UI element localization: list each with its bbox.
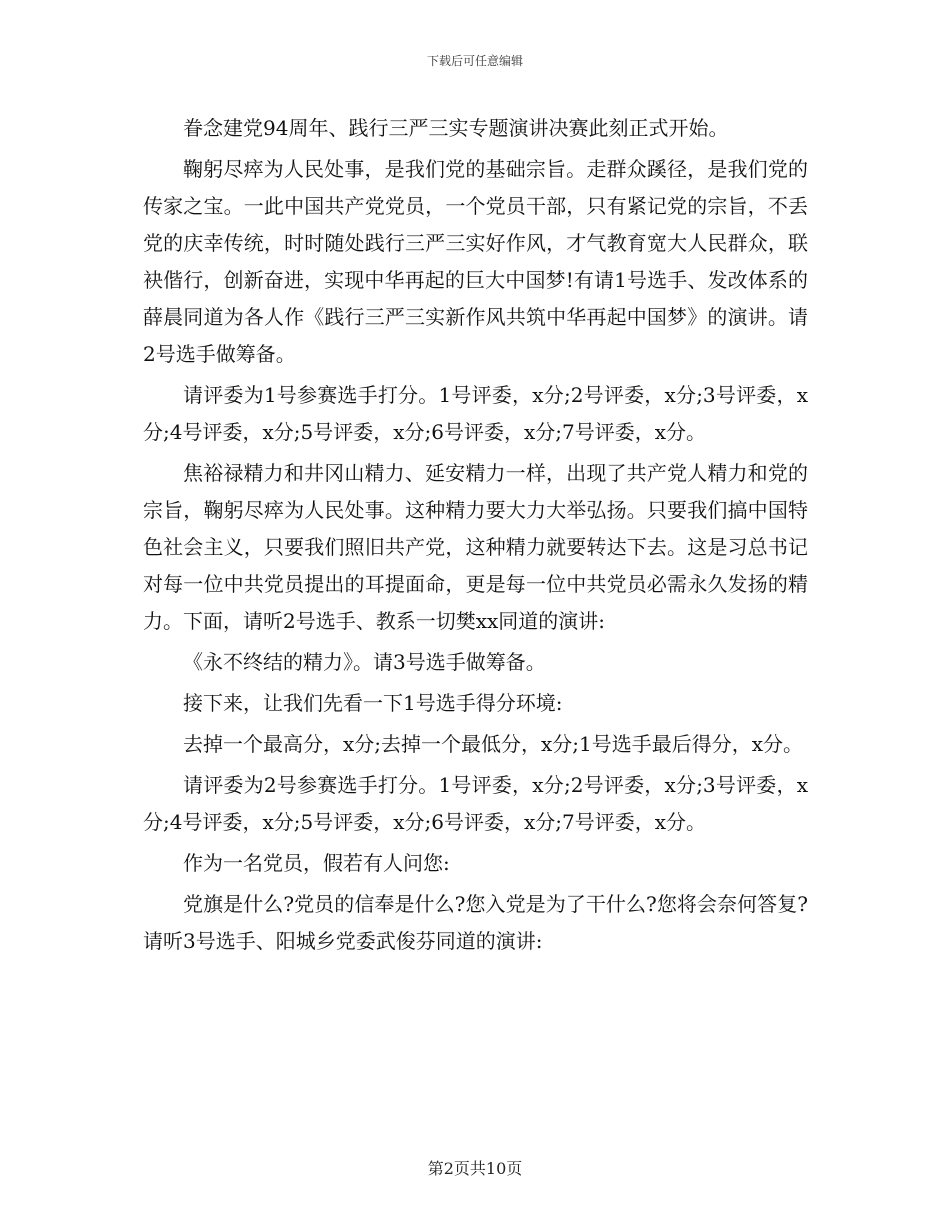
paragraph: 焦裕禄精力和井冈山精力、延安精力一样，出现了共产党人精力和党的宗旨，鞠躬尽瘁为人民处事。这种精力要大力大举弘扬。只要我们搞中国特色社会主义，只要我们照旧共产党，这种精力就要转达下去。这是习总书记对每一位中共党员提出的耳提面命，更是每一位中共党员必需永久发扬的精力。下面，请听2号选手、教系一切樊xx同道的演讲: xyxy=(143,461,808,633)
paragraph: 眷念建党94周年、践行三严三实专题演讲决赛此刻正式开始。 xyxy=(183,116,729,140)
paragraph: 作为一名党员，假若有人问您: xyxy=(183,851,450,875)
paragraph: 鞠躬尽瘁为人民处事，是我们党的基础宗旨。走群众蹊径，是我们党的传家之宝。一此中国共产党党员，一个党员干部，只有紧记党的宗旨，不丢党的庆幸传统，时时随处践行三严三实好作风，才气教育宽大人民群众，联袂偕行，创新奋进，实现中华再起的巨大中国梦!有请1号选手、发改体系的薛晨同道为各人作《践行三严三实新作风共筑中华再起中国梦》的演讲。请2号选手做筹备。 xyxy=(143,157,808,366)
document-body xyxy=(143,110,808,964)
paragraph: 党旗是什么?党员的信奉是什么?您入党是为了干什么?您将会奈何答复?请听3号选手、阳城乡党委武俊芬同道的演讲: xyxy=(143,892,808,953)
paragraph: 《永不终结的精力》。请3号选手做筹备。 xyxy=(183,650,546,674)
header-note: 下载后可任意编辑 xyxy=(426,54,523,68)
paragraph: 请评委为2号参赛选手打分。1号评委，x分;2号评委，x分;3号评委，x分;4号评委，x分;5号评委，x分;6号评委，x分;7号评委，x分。 xyxy=(143,773,808,834)
page-number: 第2页共10页 xyxy=(427,1159,523,1178)
paragraph: 请评委为1号参赛选手打分。1号评委，x分;2号评委，x分;3号评委，x分;4号评委，x分;5号评委，x分;6号评委，x分;7号评委，x分。 xyxy=(143,383,808,444)
paragraph: 接下来，让我们先看一下1号选手得分环境: xyxy=(183,691,563,715)
paragraph: 去掉一个最高分，x分;去掉一个最低分，x分;1号选手最后得分，x分。 xyxy=(183,732,804,756)
